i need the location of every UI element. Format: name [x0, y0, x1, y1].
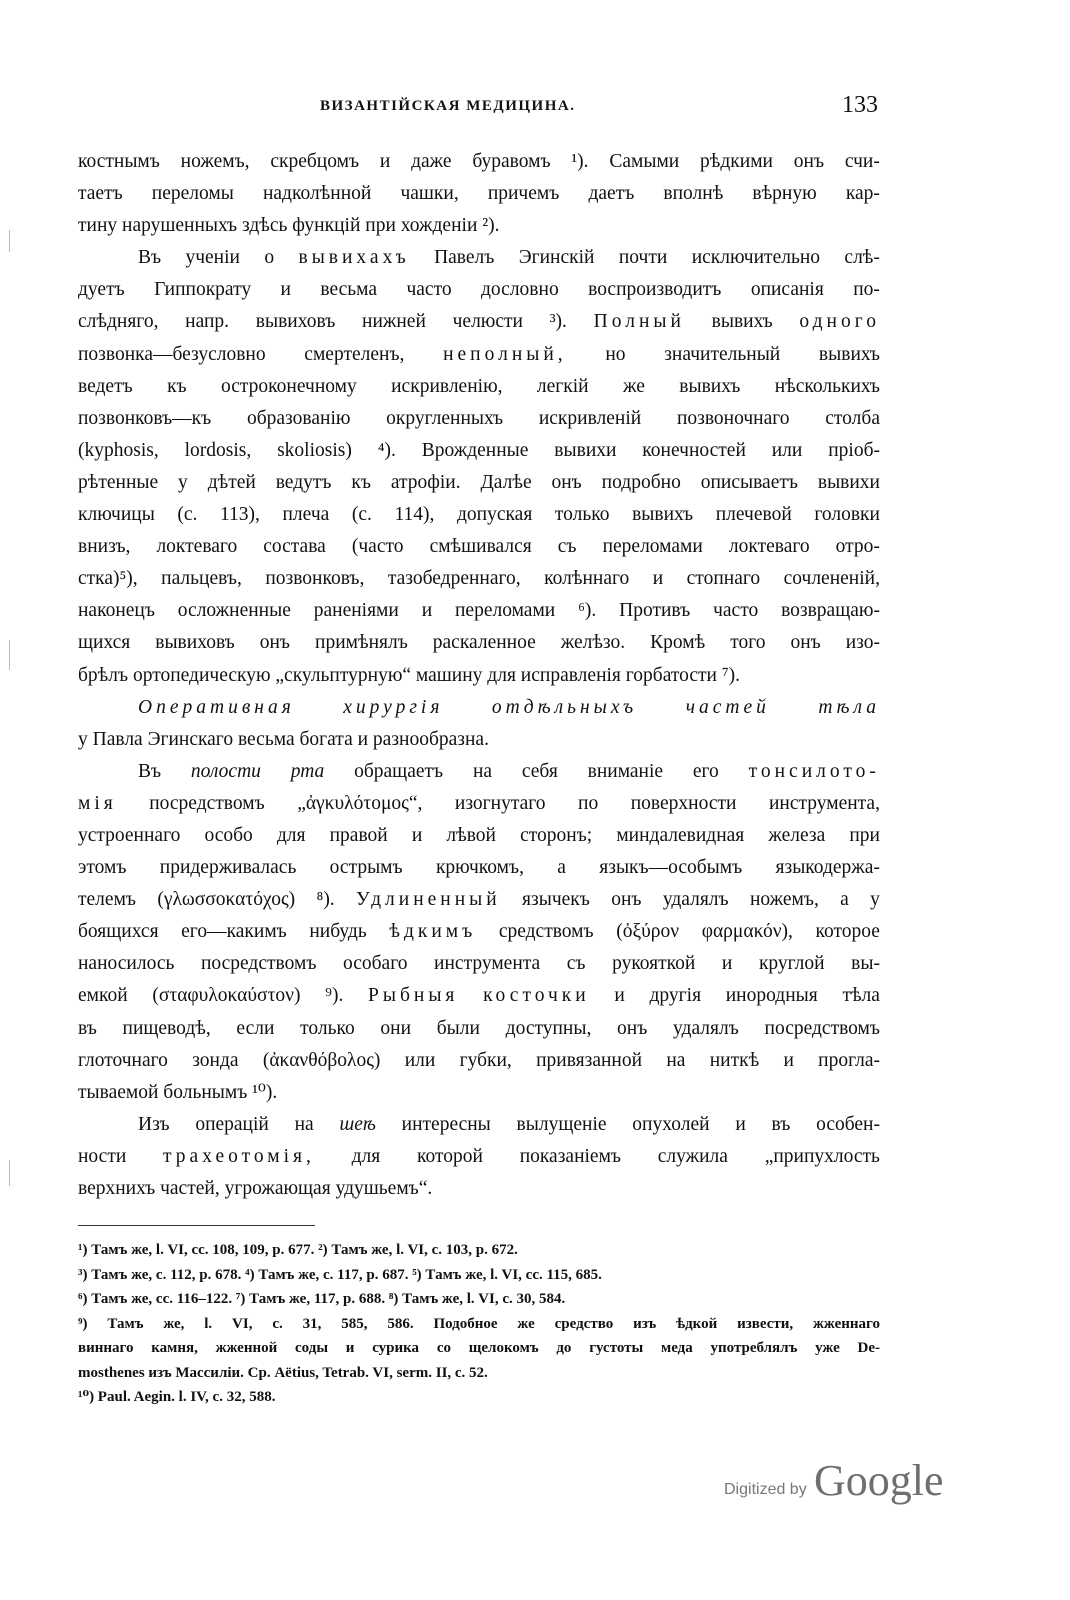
text-line: верхнихъ частей, угрожающая удушьемъ“.: [78, 1178, 433, 1199]
text-line: Въ ученіи о вывихахъ Павелъ Эгинскій почти исключительно слѣ-: [138, 247, 880, 269]
text-line: емкой (σταφυλοκαύστον) ⁹). Рыбныя косточки и другія инородныя тѣла: [78, 985, 880, 1007]
page-header: [78, 92, 878, 124]
text-line: внизъ, локтеваго состава (часто смѣшивался съ переломами локтеваго отро-: [78, 536, 880, 558]
scan-margin-mark: [9, 230, 10, 252]
text-line: въ пищеводѣ, если только они были доступны, онъ удалялъ посредствомъ: [78, 1017, 880, 1039]
running-title: ВИЗАНТІЙСКАЯ МЕДИЦИНА.: [320, 98, 576, 114]
text-line: стка)⁵), пальцевъ, позвонковъ, тазобедреннаго, колѣннаго и стопнаго сочлененій,: [78, 568, 880, 590]
text-line: телемъ (γλωσσοκατόχος) ⁸). Удлиненный язычекъ онъ удалялъ ножемъ, а у: [78, 889, 880, 911]
text-line: слѣдняго, напр. вывиховъ нижней челюсти ³). Полный вывихъ одного: [78, 311, 880, 333]
page-number: 133: [842, 92, 878, 118]
text-line: Изъ операцій на шеѣ интересны вылущеніе опухолей и въ особен-: [138, 1113, 880, 1135]
footnote-line: виннаго камня, жженной соды и сурика со щелокомъ до густоты меда употреблялъ уже De-: [78, 1340, 880, 1356]
text-line: этомъ придерживалась острымъ крючкомъ, а языкъ—особымъ языкодержа-: [78, 857, 880, 879]
text-line: костнымъ ножемъ, скребцомъ и даже буравомъ ¹). Самыми рѣдкими онъ счи-: [78, 151, 880, 172]
text-line: позвонковъ—къ образованію округленныхъ искривленій позвоночнаго столба: [78, 407, 880, 429]
text-line: глоточнаго зонда (ἀκανθόβολος) или губки, привязанной на ниткѣ и прогла-: [78, 1049, 880, 1071]
google-logo: Google: [814, 1456, 944, 1505]
scan-margin-mark: [9, 1160, 10, 1186]
scan-margin-mark: [9, 640, 10, 670]
text-line: таетъ переломы надколѣнной чашки, причемъ даетъ вполнѣ вѣрную кар-: [78, 183, 880, 205]
text-line: наносилось посредствомъ особаго инструмента съ рукояткой и круглой вы-: [78, 953, 880, 975]
footnote-line: ¹) Тамъ же, l. VI, сс. 108, 109, p. 677. ²) Тамъ же, l. VI, с. 103, p. 672.: [78, 1242, 518, 1258]
text-line: ключицы (с. 113), плеча (с. 114), допуская только вывихъ плечевой головки: [78, 504, 880, 526]
text-line: мія посредствомъ „ἀγκυλότομος“, изогнутаго по поверхности инструмента,: [78, 792, 880, 814]
footnote-separator: [78, 1225, 315, 1226]
text-line: тину нарушенныхъ здѣсь функцій при хожденіи ²).: [78, 215, 500, 237]
footnote-line: ³) Тамъ же, с. 112, p. 678. ⁴) Тамъ же, с. 117, p. 687. ⁵) Тамъ же, l. VI, сс. 115, 685.: [78, 1266, 602, 1283]
text-line: (kyphosis, lordosis, skoliosis) ⁴). Врожденные вывихи конечностей или пріоб-: [78, 439, 880, 461]
text-line: ности трахеотомія, для которой показаніемъ служила „припухлость: [78, 1145, 880, 1167]
footnote-line: ⁹) Тамъ же, l. VI, с. 31, 585, 586. Подобное же средство изъ ѣдкой извести, жженнаго: [78, 1315, 880, 1332]
text-line: у Павла Эгинскаго весьма богата и разнообразна.: [78, 728, 489, 750]
body-text: [78, 146, 880, 1205]
text-line: устроеннаго особо для правой и лѣвой сторонъ; миндалевидная железа при: [78, 824, 880, 846]
watermark-prefix: Digitized by: [724, 1481, 807, 1498]
text-line: брѣлъ ортопедическую „скульптурную“ машину для исправленія горбатости ⁷).: [78, 664, 741, 686]
footnote-line: ¹⁰) Paul. Aegin. l. IV, с. 32, 588.: [78, 1389, 276, 1405]
text-line: позвонка—безусловно смертеленъ, неполный, но значительный вывихъ: [78, 343, 880, 365]
text-line: рѣтенные у дѣтей ведутъ къ атрофіи. Далѣе онъ подробно описываетъ вывихи: [78, 471, 880, 493]
text-line: щихся вывиховъ онъ примѣнялъ раскаленное желѣзо. Кромѣ того онъ изо-: [78, 632, 880, 654]
text-line: Въ полости рта обращаетъ на себя вниманіе его тонсилото-: [138, 760, 880, 782]
footnotes: [78, 1238, 880, 1410]
text-line: Оперативная хирургія отдѣльныхъ частей тѣла: [138, 696, 880, 718]
text-line: тываемой больнымъ ¹⁰).: [78, 1081, 278, 1103]
text-line: дуетъ Гиппократу и весьма часто дословно воспроизводитъ описанія по-: [78, 279, 880, 301]
text-line: ведетъ къ остроконечному искривленію, легкій же вывихъ нѣсколькихъ: [78, 375, 880, 397]
text-line: наконецъ осложненные раненіями и переломами ⁶). Противъ часто возвращаю-: [78, 600, 880, 622]
footnote-line: ⁶) Тамъ же, сс. 116–122. ⁷) Тамъ же, 117, p. 688. ⁸) Тамъ же, l. VI, с. 30, 584.: [78, 1291, 566, 1307]
text-line: боящихся его—какимъ нибудь ѣдкимъ средствомъ (ὀξύρον φαρμακόν), которое: [78, 921, 880, 943]
footnote-line: mosthenes изъ Массиліи. Ср. Aëtius, Tetrab. VI, serm. II, с. 52.: [78, 1364, 488, 1381]
digitization-watermark: [724, 1455, 944, 1515]
